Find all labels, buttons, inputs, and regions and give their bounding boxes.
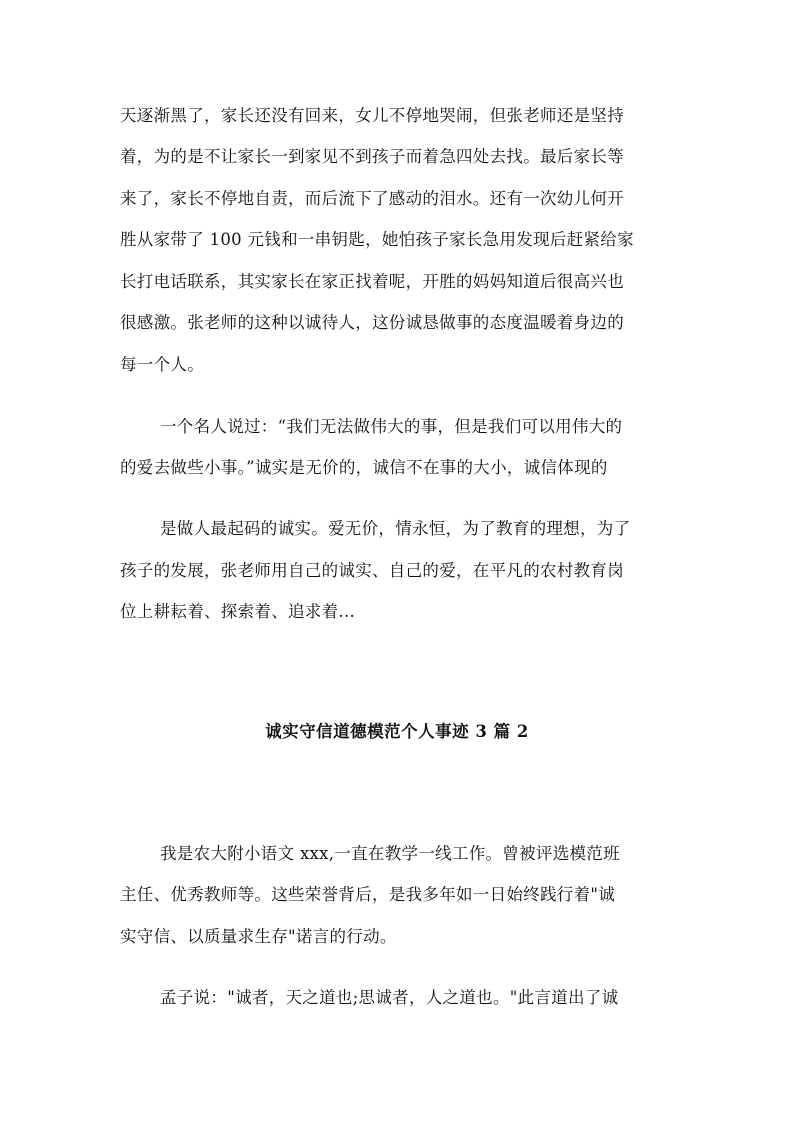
text-line: 来了，家长不停地自责，而后流下了感动的泪水。还有一次幼儿何开 <box>120 189 624 208</box>
text-line: 是做人最起码的诚实。爱无价，情永恒，为了教育的理想，为了 <box>160 519 631 538</box>
text-line: 我是农大附小语文 xxx,一直在教学一线工作。曾被评选模范班 <box>160 844 620 863</box>
section-title: 诚实守信道德模范个人事迹 3 篇 2 <box>265 722 529 741</box>
text-line: 很感激。张老师的这种以诚待人，这份诚恳做事的态度温暖着身边的 <box>120 313 624 332</box>
text-line: 天逐渐黑了，家长还没有回来，女儿不停地哭闹，但张老师还是坚持 <box>120 106 624 125</box>
text-line: 一个名人说过：“我们无法做伟大的事，但是我们可以用伟大的 <box>160 417 623 436</box>
text-line: 位上耕耘着、探索着、追求着… <box>120 602 356 621</box>
text-line: 孟子说："诚者，天之道也;思诚者，人之道也。"此言道出了诚 <box>160 988 619 1007</box>
text-line: 主任、优秀教师等。这些荣誉背后，是我多年如一日始终践行着"诚 <box>120 885 616 904</box>
text-line: 长打电话联系，其实家长在家正找着呢，开胜的妈妈知道后很高兴也 <box>120 272 624 291</box>
text-line: 每一个人。 <box>120 355 204 374</box>
text-line: 孩子的发展，张老师用自己的诚实、自己的爱，在平凡的农村教育岗 <box>120 561 624 580</box>
text-line: 胜从家带了 100 元钱和一串钥匙，她怕孩子家长急用发现后赶紧给家 <box>120 230 634 249</box>
text-line: 实守信、以质量求生存"诺言的行动。 <box>120 927 397 946</box>
text-line: 的爱去做些小事。”诚实是无价的，诚信不在事的大小，诚信体现的 <box>120 458 608 477</box>
text-line: 着，为的是不让家长一到家见不到孩子而着急四处去找。最后家长等 <box>120 147 624 166</box>
